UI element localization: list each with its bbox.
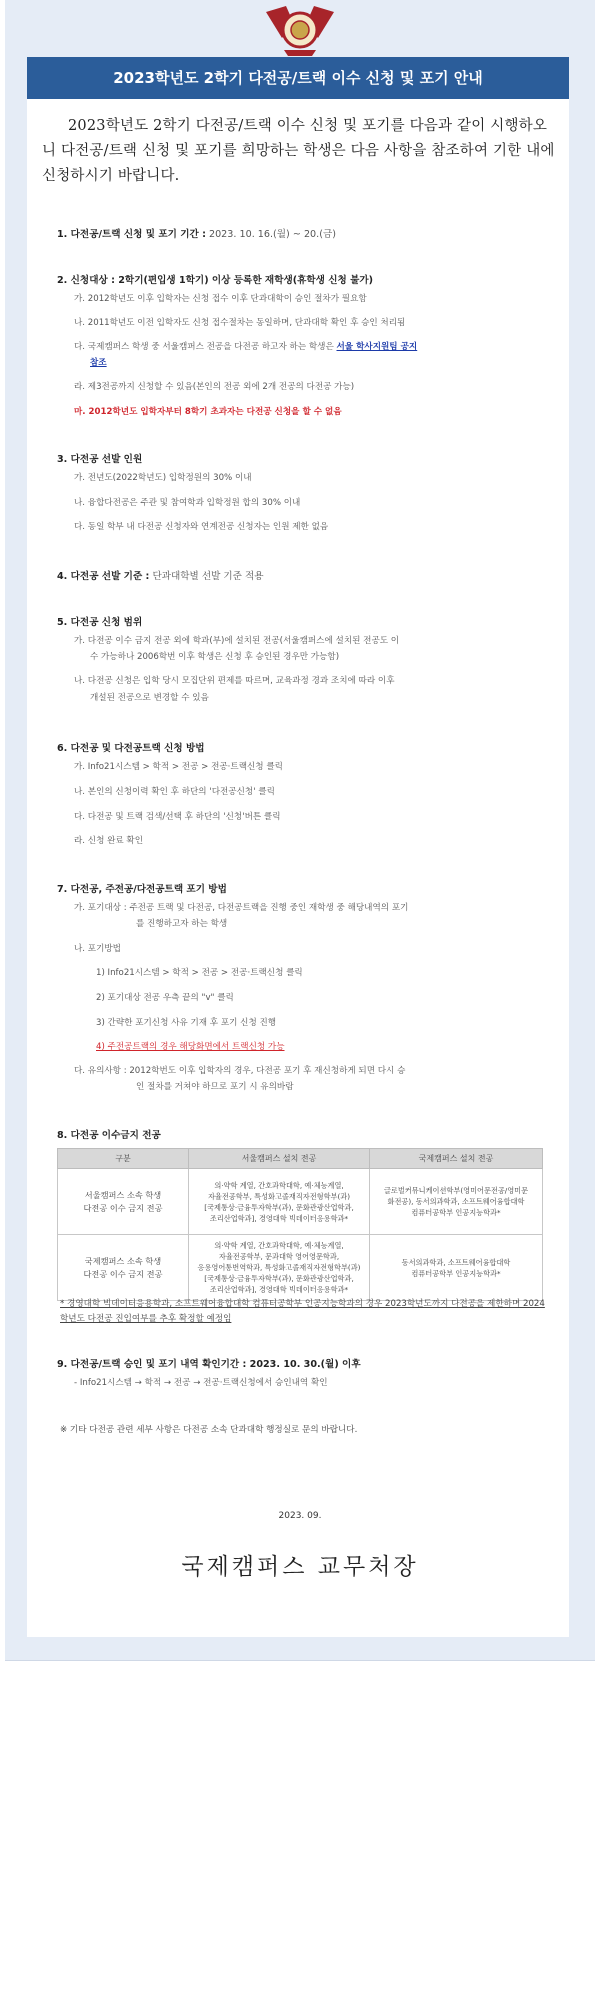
section-7-item-ga: 가. 포기대상 : 주전공 트랙 및 다전공, 다전공트랙을 진행 중인 재학생 중 해당내역의 포기: [74, 903, 409, 913]
table-row-label: [58, 1235, 189, 1301]
cell-line: 화전공), 동서의과학과, 소프트웨어융합대학: [387, 1197, 525, 1206]
section-6-item-ra: 라. 신청 완료 확인: [74, 836, 144, 846]
seoul-academic-notice-link[interactable]: 서울 학사지원팀 공지: [336, 342, 418, 352]
section-2-item-da-text: 다. 국제캠퍼스 학생 중 서울캠퍼스 전공을 다전공 하고자 하는 학생은: [74, 342, 337, 352]
section-6-item-ga: 가. Info21시스템 > 학적 > 전공 > 전공·트랙신청 클릭: [74, 762, 283, 772]
section-3-item-da: 다. 동일 학부 내 다전공 신청자와 연계전공 신청자는 인원 제한 없음: [74, 522, 329, 532]
table-header-row: [58, 1149, 543, 1169]
section-7-heading: 7. 다전공, 주전공/다전공트랙 포기 방법: [57, 884, 227, 895]
section-7-item-da-cont: 인 절차를 거쳐야 하므로 포기 시 유의바람: [136, 1082, 294, 1092]
section-2-heading: 2. 신청대상 : 2학기(편입생 1학기) 이상 등록한 재학생(휴학생 신청 불가): [57, 275, 374, 286]
section-2-item-ra: 라. 제3전공까지 신청할 수 있음(본인의 전공 외에 2개 전공의 다전공 가능): [74, 382, 355, 392]
section-4: [57, 568, 264, 582]
section-4-value: 단과대학별 선발 기준 적용: [149, 571, 264, 582]
table-row-label: [58, 1169, 189, 1235]
section-1: [57, 226, 336, 240]
section-7-method-1: 1) Info21시스템 > 학적 > 전공 > 전공·트랙신청 클릭: [96, 968, 303, 978]
section-5-item-ga: 가. 다전공 이수 금지 전공 외에 학과(부)에 설치된 전공(서울캠퍼스에 설치된 전공도 이: [74, 636, 400, 646]
seoul-academic-notice-link-cont[interactable]: 참조: [90, 358, 107, 368]
section-2-item-ma-warning: 마. 2012학년도 입학자부터 8학기 초과자는 다전공 신청을 할 수 없음: [74, 407, 342, 417]
section-3-heading: 3. 다전공 선발 인원: [57, 454, 143, 465]
section-5-item-na: 나. 다전공 신청은 입학 당시 모집단위 편제를 따르며, 교육과정 경과 조치에 따라 이후: [74, 676, 395, 686]
table-row: [58, 1169, 543, 1235]
table-cell-seoul: [189, 1235, 370, 1301]
section-2-item-da: [74, 340, 417, 354]
cell-line: 조리산업학과], 경영대학 빅데이터응용학과*: [209, 1285, 349, 1294]
table-cell-global: [370, 1235, 543, 1301]
cell-line: 글로벌커뮤니케이션학부(영미어문전공/영미문: [383, 1186, 529, 1195]
document-date: 2023. 09.: [278, 1511, 322, 1521]
row-label-line: 다전공 이수 금지 전공: [83, 1202, 163, 1213]
cell-line: 의·약학 계열, 간호과학대학, 예·체능계열,: [214, 1180, 344, 1190]
section-7-item-da: 다. 유의사항 : 2012학번도 이후 입학자의 경우, 다전공 포기 후 재신청하게 되면 다시 승: [74, 1066, 406, 1076]
issuer-signature: 국제캠퍼스 교무처장: [181, 1554, 419, 1580]
cell-line: 컴퓨터공학부 인공지능학과*: [411, 1268, 501, 1278]
section-7-method-2: 2) 포기대상 전공 우측 끝의 "v" 클릭: [96, 993, 234, 1003]
table-header-global: 국제캠퍼스 설치 전공: [370, 1149, 543, 1169]
section-2-item-na: 나. 2011학년도 이전 입학자도 신청 접수절차는 동일하며, 단과대학 확인 후 승인 처리됨: [74, 318, 406, 328]
page-title: 2023학년도 2학기 다전공/트랙 이수 신청 및 포기 안내: [27, 57, 569, 99]
table-header-seoul: 서울캠퍼스 설치 전공: [189, 1149, 370, 1169]
cell-line: [국제통상·금융투자학부(과), 문화관광산업학과,: [204, 1202, 354, 1212]
row-label-line: 다전공 이수 금지 전공: [83, 1268, 163, 1279]
section-5-item-ga-cont: 수 가능하나 2006학번 이후 학생은 신청 후 승인된 경우만 가능함): [90, 652, 340, 662]
section-1-period: 2023. 10. 16.(월) ~ 20.(금): [205, 229, 336, 240]
table-cell-seoul: [189, 1169, 370, 1235]
section-5-heading: 5. 다전공 신청 범위: [57, 617, 143, 628]
cell-line: 조리산업학과], 경영대학 빅데이터응용학과*: [209, 1213, 349, 1223]
cell-line: 컴퓨터공학부 인공지능학과*: [411, 1208, 501, 1217]
table-footnote-text: * 경영대학 빅데이터응용학과, 소프트웨어융합대학 컴퓨터공학부 인공지능학과의 경우 2023학년도까지 다전공을 제한하며 2024학년도 다전공 진입여부를 추후 확정할 예정임: [60, 1299, 545, 1324]
section-3-item-ga: 가. 전년도(2022학년도) 입학정원의 30% 이내: [74, 473, 252, 483]
footer-note: ※ 기타 다전공 관련 세부 사항은 다전공 소속 단과대학 행정실로 문의 바랍니다.: [60, 1425, 358, 1435]
table-cell-global: [370, 1169, 543, 1235]
section-6-item-da: 다. 다전공 및 트랙 검색/선택 후 하단의 '신청'버튼 클릭: [74, 812, 281, 822]
section-6-item-na: 나. 본인의 신청이력 확인 후 하단의 '다전공신청' 클릭: [74, 787, 275, 797]
section-2-item-ga: 가. 2012학년도 이후 입학자는 신청 접수 이후 단과대학이 승인 절차가 필요함: [74, 294, 367, 304]
section-2-item-da-cont: [90, 356, 107, 370]
section-4-heading: 4. 다전공 선발 기준 :: [57, 571, 150, 582]
section-9-line: - Info21시스템 → 학적 → 전공 → 전공·트랙신청에서 승인내역 확인: [74, 1378, 328, 1388]
table-row: [58, 1235, 543, 1301]
section-8-heading: 8. 다전공 이수금지 전공: [57, 1130, 161, 1141]
cell-line: 동서의과학과, 소프트웨어융합대학: [401, 1257, 511, 1267]
intro-paragraph: 2023학년도 2학기 다전공/트랙 이수 신청 및 포기를 다음과 같이 시행하오니 다전공/트랙 신청 및 포기를 희망하는 학생은 다음 사항을 참조하여 기한 내에 신청하시기 바랍니다.: [42, 118, 555, 184]
forbidden-majors-table: [57, 1148, 543, 1301]
row-label-line: 국제캠퍼스 소속 학생: [84, 1255, 162, 1266]
cell-line: [국제통상·금융투자학부(과), 문화관광산업학과,: [204, 1274, 354, 1283]
section-9-heading: 9. 다전공/트랙 승인 및 포기 내역 확인기간 : 2023. 10. 30.(월) 이후: [57, 1359, 361, 1370]
section-1-heading: 1. 다전공/트랙 신청 및 포기 기간 :: [57, 229, 206, 240]
section-7-item-ga-cont: 를 진행하고자 하는 학생: [136, 919, 228, 929]
university-emblem-icon: [264, 4, 336, 58]
cell-line: 의·약학 계열, 간호과학대학, 예·체능계열,: [214, 1241, 344, 1250]
section-6-heading: 6. 다전공 및 다전공트랙 신청 방법: [57, 743, 205, 754]
row-label-line: 서울캠퍼스 소속 학생: [84, 1189, 162, 1200]
cell-line: 자율전공학부, 특성화고졸재직자전형학부(과): [207, 1191, 351, 1201]
section-5-item-na-cont: 개설된 전공으로 변경할 수 있음: [90, 693, 209, 703]
section-7-method-3: 3) 간략한 포기신청 사유 기재 후 포기 신청 진행: [96, 1018, 277, 1028]
cell-line: 자율전공학부, 문과대학 영어영문학과,: [218, 1252, 340, 1261]
section-7-method-4: 4) 주전공트랙의 경우 해당화면에서 트랙신청 가능: [96, 1042, 285, 1052]
table-header-category: 구분: [58, 1149, 189, 1169]
section-3-item-na: 나. 융합다전공은 주관 및 참여학과 입학정원 합의 30% 이내: [74, 498, 301, 508]
section-7-item-na: 나. 포기방법: [74, 944, 121, 954]
table-footnote: [60, 1297, 546, 1327]
cell-line: 응용영어통번역학과, 특성화고졸재직자전형학부(과): [197, 1263, 361, 1272]
